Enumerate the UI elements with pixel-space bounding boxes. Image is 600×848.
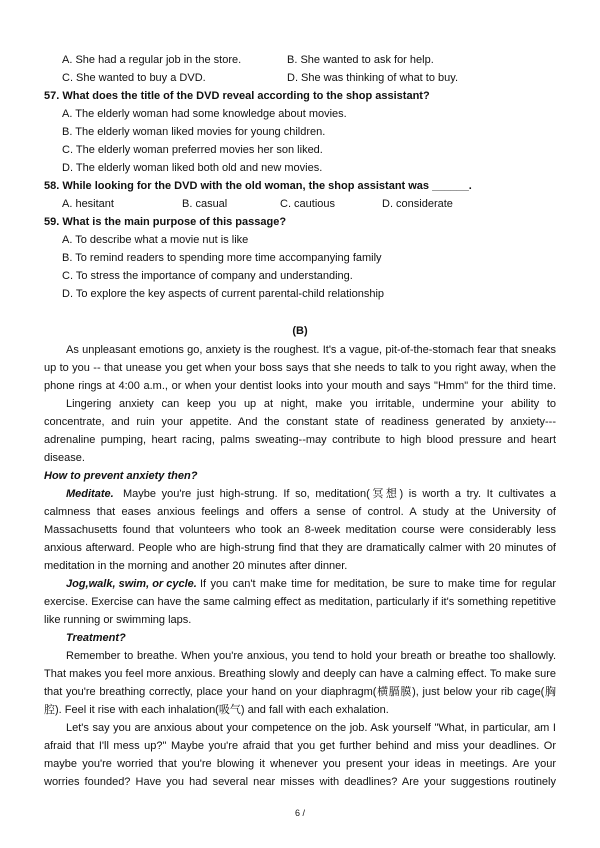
q58-option-c: C. cautious	[280, 198, 336, 210]
q56-option-d: D. She was thinking of what to buy.	[287, 72, 458, 84]
p6-line-1: Let's say you are anxious about your competence on the job. Ask yourself "What, in particular, am I	[66, 722, 556, 734]
q57-option-d: D. The elderly woman liked both old and new movies.	[62, 162, 323, 174]
p2-line-3: adrenaline pumping, heart racing, palms sweating--may contribute to high blood pressure and heart	[44, 434, 556, 446]
q57-option-c: C. The elderly woman preferred movies her son liked.	[62, 144, 323, 156]
q59-option-d: D. To explore the key aspects of current parental-child relationship	[62, 288, 385, 300]
q57-stem: 57. What does the title of the DVD reveal according to the shop assistant?	[44, 90, 430, 102]
section-b-title: (B)	[292, 325, 308, 337]
p5-line-1: Remember to breathe. When you're anxious, you tend to hold your breath or breathe too shallowly.	[66, 650, 556, 662]
p5-line-2: That makes you feel more anxious. Breathing slowly and deeply can have a calming effect. To make sure	[44, 668, 556, 680]
p4-line-1: If you can't make time for meditation, be sure to make time for regular	[200, 578, 556, 590]
q56-option-b: B. She wanted to ask for help.	[287, 54, 434, 66]
p4-line-3: like running or swimming laps.	[44, 614, 192, 626]
q57-option-b: B. The elderly woman liked movies for young children.	[62, 126, 326, 138]
q57-option-a: A. The elderly woman had some knowledge about movies.	[62, 108, 347, 120]
p2-line-4: disease.	[44, 452, 85, 464]
p2-line-1: Lingering anxiety can keep you up at night, make you irritable, undermine your ability to	[66, 398, 556, 410]
p2-line-2: concentrate, and ruin your appetite. And the constant state of readiness generated by anxiety---	[44, 416, 556, 428]
q59-option-b: B. To remind readers to spending more time accompanying family	[62, 252, 382, 264]
q59-stem: 59. What is the main purpose of this passage?	[44, 216, 287, 228]
p1-line-2: up to you -- that unease you get when your boss says that she needs to talk to you right away, when the	[44, 362, 556, 374]
p3-line-3: Massachusetts found that volunteers who took an 8-week meditation course were considerably less	[44, 524, 556, 536]
jog-label: Jog,walk, swim, or cycle.	[66, 578, 197, 590]
p3-line-2: calmness that eases anxious feelings and offers a sense of control. A study at the University of	[44, 506, 556, 518]
p6-line-2: afraid that I'll mess up?" Maybe you're afraid that you get further behind and miss your deadlines. Or	[44, 740, 556, 752]
meditate-label: Meditate.	[66, 488, 114, 500]
q59-option-a: A. To describe what a movie nut is like	[62, 234, 249, 246]
q58-stem: 58. While looking for the DVD with the old woman, the shop assistant was ______.	[44, 180, 472, 192]
p1-line-1: As unpleasant emotions go, anxiety is the roughest. It's a vague, pit-of-the-stomach fear that sneaks	[66, 344, 556, 356]
p6-line-4: worries founded? Have you had several near misses with deadlines? Are your suggestions routinely	[44, 776, 556, 788]
p4-line-2: exercise. Exercise can have the same calming effect as meditation, particularly if it's something repetitive	[44, 596, 556, 608]
p3-line-4: anxious afterward. People who are high-strung find that they are dramatically calmer with 20 minutes of	[44, 542, 556, 554]
q58-option-d: D. considerate	[382, 198, 453, 210]
p1-line-3: phone rings at 4:00 a.m., or when your dentist looks into your mouth and says "Hmm" for the third time.	[44, 380, 556, 392]
q56-option-c: C. She wanted to buy a DVD.	[62, 72, 206, 84]
p3-line-5: meditation in the morning and another 20 minutes after dinner.	[44, 560, 348, 572]
page-number: 6 /	[294, 808, 305, 818]
p5-line-4: 腔). Feel it rise with each inhalation(吸气) and fall with each exhalation.	[44, 704, 389, 716]
q59-option-c: C. To stress the importance of company and understanding.	[62, 270, 353, 282]
p5-line-3: that you're breathing correctly, place your hand on your diaphragm(横膈膜), just below your rib cage(胸	[44, 686, 556, 698]
heading-prevent: How to prevent anxiety then?	[44, 470, 198, 482]
q56-option-a: A. She had a regular job in the store.	[62, 54, 242, 66]
p6-line-3: maybe you're worried that you're blowing it whenever you present your ideas in meetings. Are your	[44, 758, 556, 770]
q58-option-b: B. casual	[182, 198, 228, 210]
heading-treatment: Treatment?	[66, 632, 126, 644]
q58-option-a: A. hesitant	[62, 198, 114, 210]
p3-line-1: Maybe you're just high-strung. If so, meditation(冥想) is worth a try. It cultivates a	[123, 488, 556, 500]
